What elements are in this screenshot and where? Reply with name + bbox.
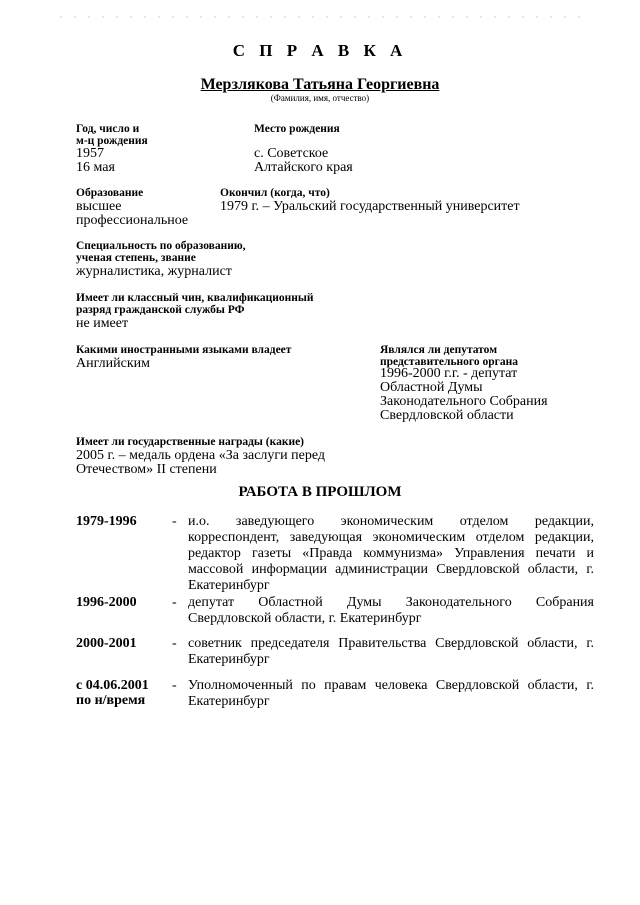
deputy-label-line-1: Являлся ли депутатом [380, 344, 498, 356]
document-title: С П Р А В К А [232, 41, 408, 60]
deputy-label-line-2: представительного органа [380, 356, 518, 368]
work-description: Уполномоченный по правам человека Свердловской области, г. Екатеринбург [188, 678, 594, 709]
specialty-value: журналистика, журналист [76, 264, 232, 279]
graduated-label: Окончил (когда, что) [220, 187, 330, 199]
birth-date-label-line-2: м-ц рождения [76, 135, 148, 147]
languages-value: Английским [76, 356, 150, 371]
work-description: и.о. заведующего экономическим отделом редакции, корреспондент, заведующая экономическим отделом редакции, редактор газеты «Правда коммунизма» Управления печати и массовой информации администрации Свердловской области, г. Екатеринбург [188, 514, 594, 593]
education-label: Образование [76, 187, 144, 199]
deputy-value-line-2: Областной Думы [380, 380, 483, 395]
work-description: советник председателя Правительства Свердловской области, г. Екатеринбург [188, 636, 594, 667]
work-period: 1996-2000 [76, 595, 137, 610]
education-value-line-2: профессиональное [76, 213, 189, 228]
rank-value: не имеет [76, 316, 129, 331]
work-period: 2000-2001 [76, 636, 137, 651]
specialty-label-line-2: ученая степень, звание [76, 252, 196, 264]
birth-place-line-2: Алтайского края [254, 160, 353, 175]
work-dash: - [172, 636, 177, 651]
work-history-title: РАБОТА В ПРОШЛОМ [238, 484, 402, 500]
rank-label-line-2: разряд гражданской службы РФ [76, 304, 245, 316]
education-value-line-1: высшее [76, 199, 122, 214]
birth-date-label-line-1: Год, число и [76, 123, 140, 135]
birth-day-month: 16 мая [76, 160, 115, 175]
specialty-label-line-1: Специальность по образованию, [76, 240, 246, 252]
work-dash: - [172, 514, 177, 529]
scan-noise [60, 16, 580, 18]
awards-value-line-2: Отечеством» II степени [76, 462, 217, 477]
birth-place-label: Место рождения [254, 123, 340, 135]
work-description: депутат Областной Думы Законодательного Собрания Свердловской области, г. Екатеринбург [188, 595, 594, 626]
full-name: Мерзлякова Татьяна Георгиевна [200, 76, 440, 93]
graduated-value: 1979 г. – Уральский государственный университет [220, 199, 520, 214]
birth-year: 1957 [76, 146, 104, 161]
deputy-value-line-4: Свердловской области [380, 408, 514, 423]
work-dash: - [172, 595, 177, 610]
work-period: 1979-1996 [76, 514, 137, 529]
full-name-hint: (Фамилия, имя, отчество) [270, 93, 370, 103]
deputy-value-line-3: Законодательного Собрания [380, 394, 548, 409]
work-dash: - [172, 678, 177, 693]
work-period-line-1: с 04.06.2001 [76, 678, 149, 693]
rank-label-line-1: Имеет ли классный чин, квалификационный [76, 292, 314, 304]
languages-label: Какими иностранными языками владеет [76, 344, 292, 356]
work-period-line-2: по н/время [76, 693, 146, 708]
deputy-value-line-1: 1996-2000 г.г. - депутат [380, 366, 518, 381]
awards-label: Имеет ли государственные награды (какие) [76, 436, 305, 448]
awards-value-line-1: 2005 г. – медаль ордена «За заслуги перед [76, 448, 326, 463]
birth-place-line-1: с. Советское [254, 146, 329, 161]
